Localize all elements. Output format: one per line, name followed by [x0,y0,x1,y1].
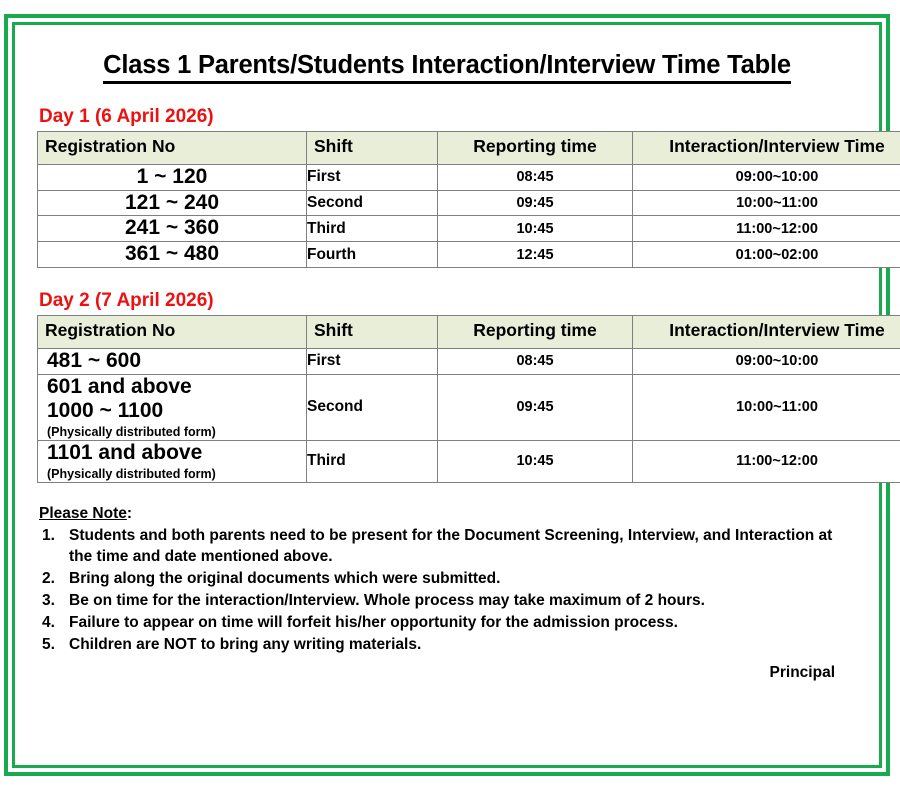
list-item [39,612,857,633]
day2-heading: Day 2 (7 April 2026) [39,289,214,311]
column-header-interaction-time: Interaction/Interview Time [633,315,900,348]
column-header-shift: Shift [307,131,438,164]
column-header-registration-no: Registration No [38,315,307,348]
list-item-text: Students and both parents need to be present for the Document Screening, Interview, and Interaction at the time and date mentioned above. [69,526,833,565]
list-item [39,634,857,655]
page-title-text: Class 1 Parents/Students Interaction/Interview Time Table [103,51,791,84]
list-item-number: 3. [42,592,55,610]
list-item-text: Children are NOT to bring any writing materials. [69,636,422,654]
cell-reporting-time: 09:45 [438,374,633,441]
table-row [38,348,900,374]
registration-range: 481 ~ 600 [47,348,142,372]
notes-list [39,525,857,655]
notes-title [39,505,857,523]
notice-inner-frame [12,22,885,768]
cell-registration-no: 361 ~ 480 [38,242,307,268]
cell-registration-no [38,348,307,374]
cell-shift: Second [307,190,438,216]
day1-schedule-table [37,131,900,268]
cell-interaction-time: 10:00~11:00 [633,190,900,216]
notes-title-text: Please Note [39,504,127,522]
list-item-text: Failure to appear on time will forfeit his/her opportunity for the admission process. [69,614,678,632]
table-header-row [38,131,900,164]
page-title [37,51,857,79]
cell-registration-no [38,374,307,441]
cell-interaction-time: 09:00~10:00 [633,164,900,190]
list-item [39,568,857,589]
list-item [39,590,857,611]
table-row [38,164,900,190]
cell-reporting-time: 10:45 [438,441,633,483]
column-header-reporting-time: Reporting time [438,131,633,164]
table-row [38,242,900,268]
column-header-shift: Shift [307,315,438,348]
day2-schedule-table [37,315,900,483]
cell-shift: First [307,348,438,374]
column-header-registration-no: Registration No [38,131,307,164]
table-row [38,216,900,242]
notice-outer-frame [4,14,890,776]
registration-range-secondary: 1000 ~ 1100 [47,399,164,423]
cell-interaction-time: 09:00~10:00 [633,348,900,374]
registration-note: (Physically distributed form) [47,466,216,481]
registration-note: (Physically distributed form) [47,425,216,440]
cell-reporting-time: 12:45 [438,242,633,268]
notes-section [37,505,857,682]
table-row [38,374,900,441]
cell-shift: Fourth [307,242,438,268]
cell-shift: First [307,164,438,190]
list-item-number: 1. [42,526,55,544]
cell-interaction-time: 01:00~02:00 [633,242,900,268]
cell-registration-no [38,441,307,483]
cell-registration-no: 121 ~ 240 [38,190,307,216]
cell-interaction-time: 11:00~12:00 [633,441,900,483]
table-row [38,441,900,483]
column-header-reporting-time: Reporting time [438,315,633,348]
table-row [38,190,900,216]
cell-shift: Third [307,216,438,242]
list-item-number: 5. [42,636,55,654]
list-item-number: 4. [42,614,55,632]
registration-range: 601 and above [47,374,192,398]
cell-interaction-time: 10:00~11:00 [633,374,900,441]
list-item-text: Bring along the original documents which were submitted. [69,570,501,588]
cell-reporting-time: 08:45 [438,348,633,374]
signature-principal: Principal [769,664,835,682]
notice-content [15,25,885,765]
day1-heading: Day 1 (6 April 2026) [39,106,214,128]
cell-shift: Second [307,374,438,441]
list-item [39,525,857,567]
list-item-text: Be on time for the interaction/Interview. Whole process may take maximum of 2 hours. [69,592,705,610]
notes-title-colon: : [126,504,133,522]
cell-reporting-time: 09:45 [438,190,633,216]
list-item-number: 2. [42,570,55,588]
table-header-row [38,315,900,348]
cell-shift: Third [307,441,438,483]
column-header-interaction-time: Interaction/Interview Time [633,131,900,164]
cell-reporting-time: 08:45 [438,164,633,190]
registration-range: 1101 and above [47,441,203,465]
cell-reporting-time: 10:45 [438,216,633,242]
cell-interaction-time: 11:00~12:00 [633,216,900,242]
cell-registration-no: 1 ~ 120 [38,164,307,190]
cell-registration-no: 241 ~ 360 [38,216,307,242]
